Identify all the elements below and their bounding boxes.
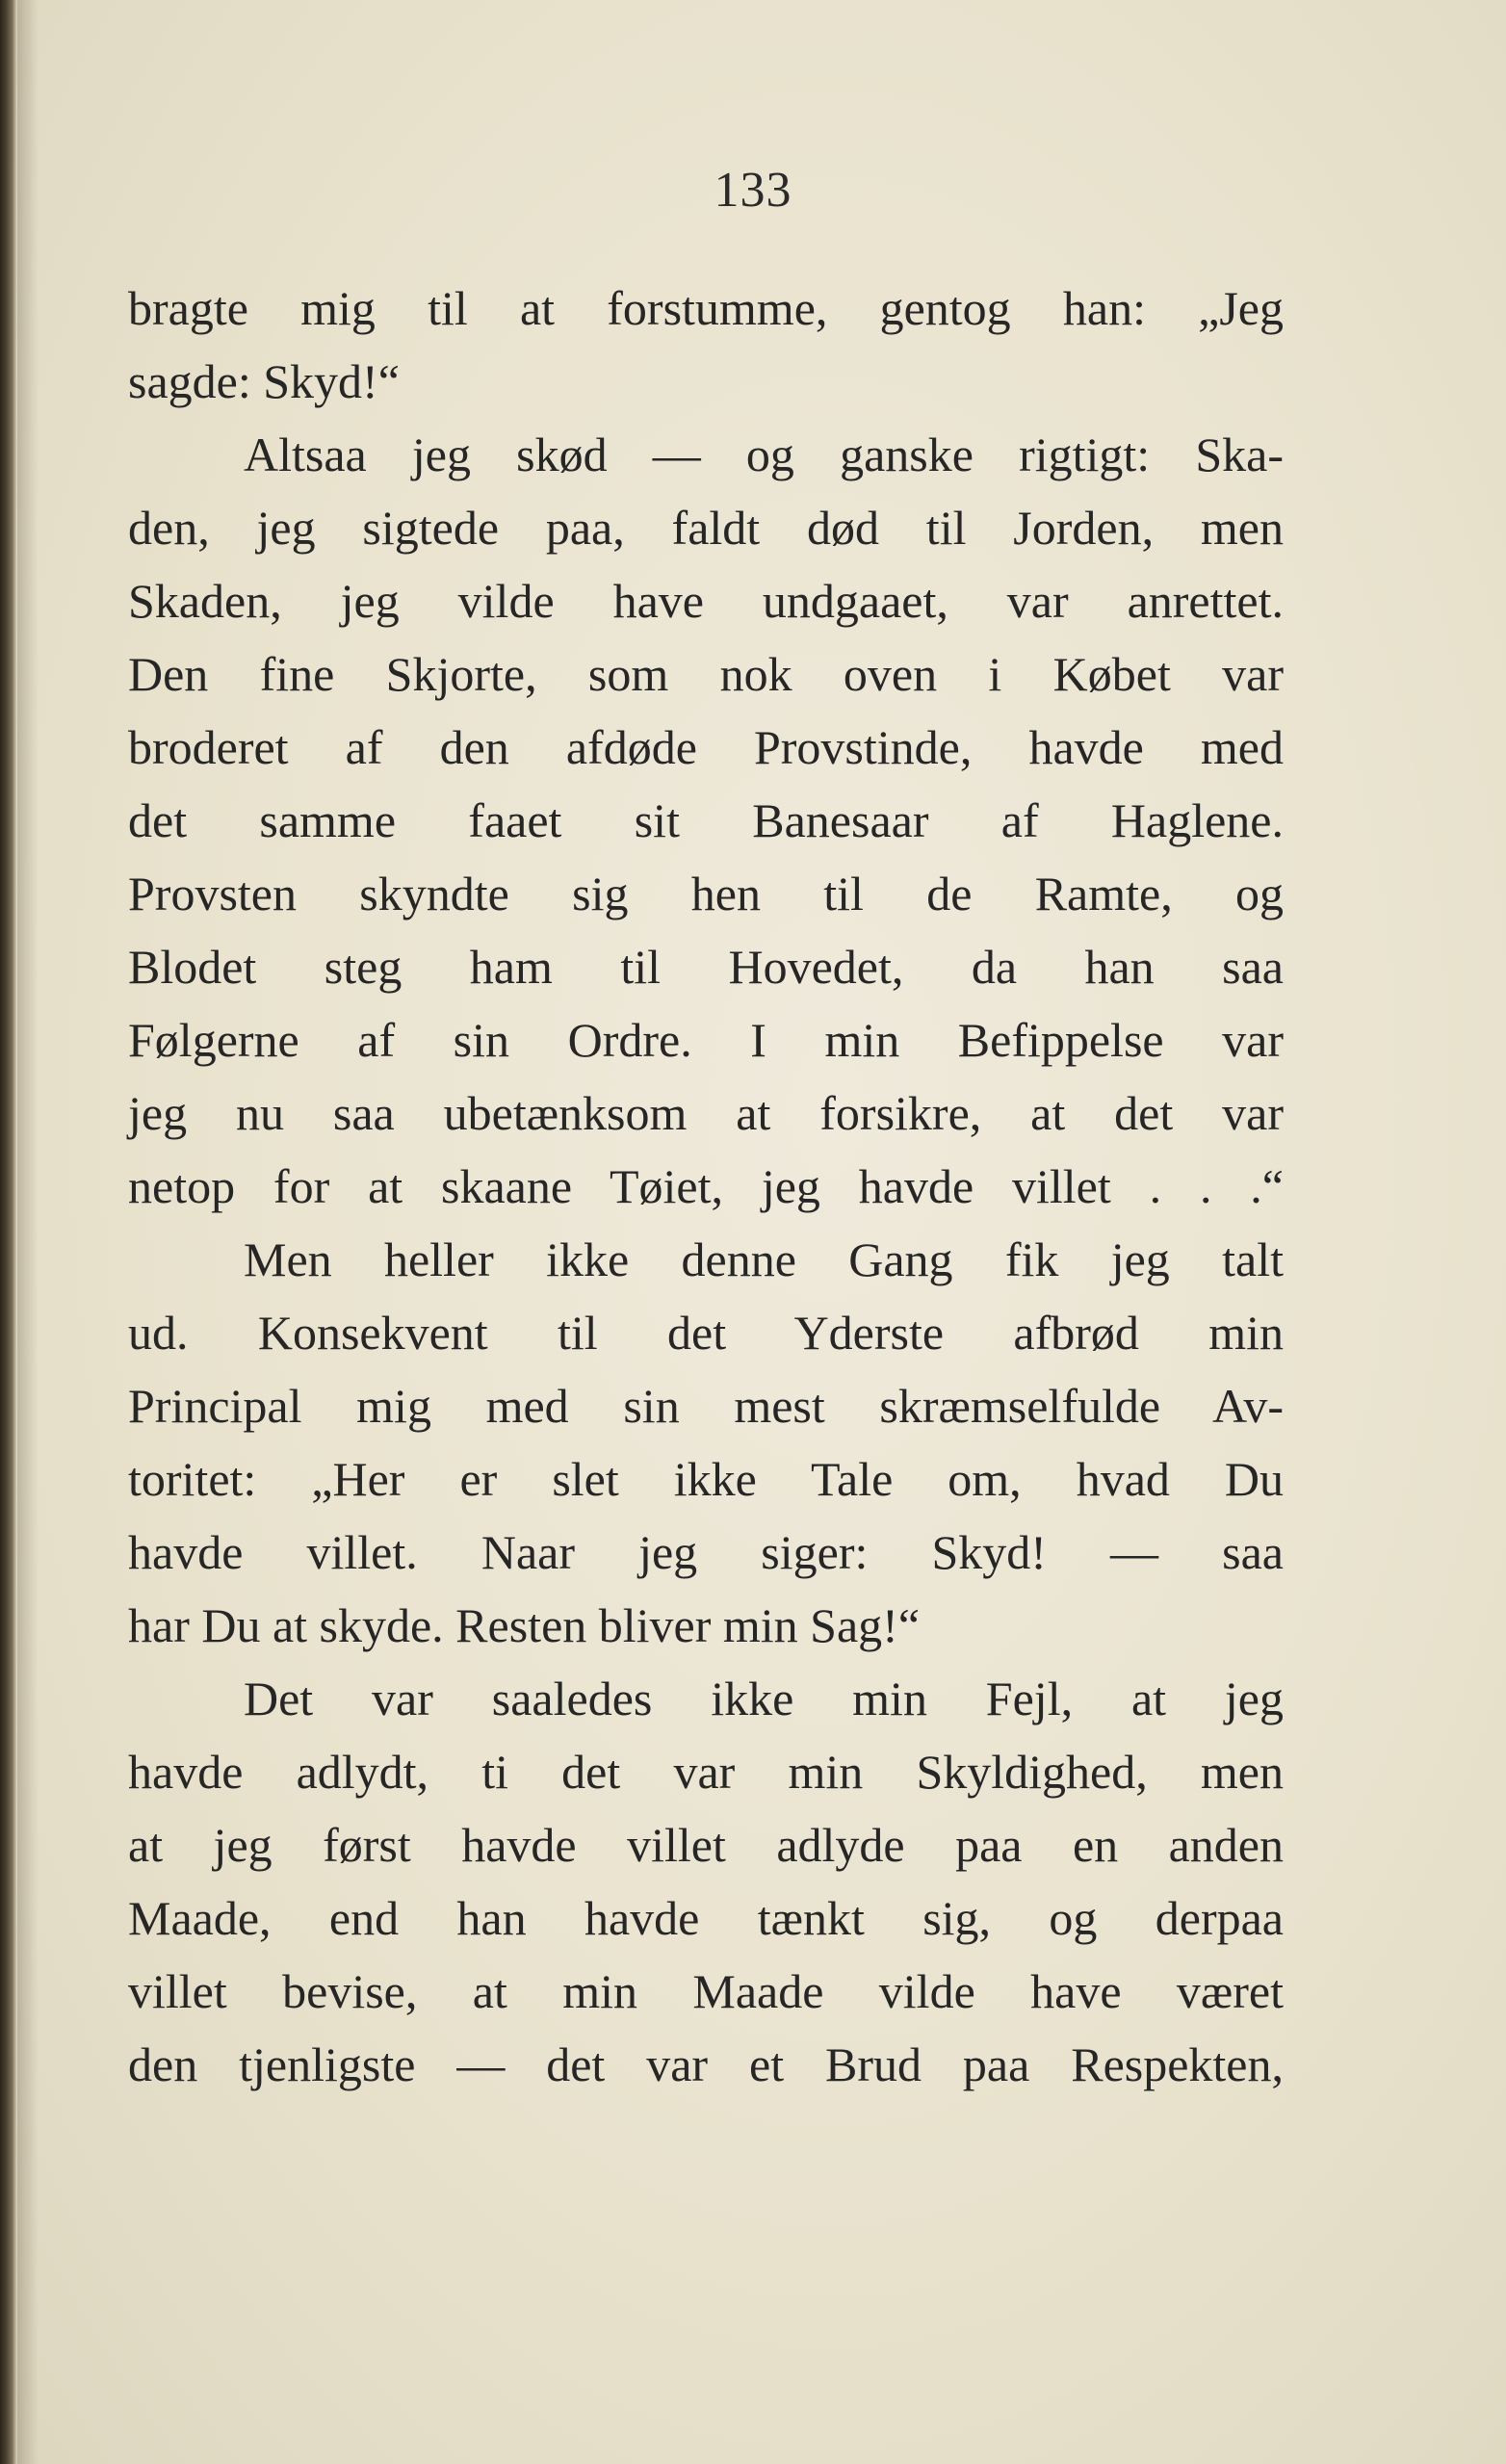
text-line: havde adlydt, ti det var min Skyldighed, men <box>128 1745 1284 1799</box>
text-line: netop for at skaane Tøiet, jeg havde villet . . .“ <box>128 1159 1284 1213</box>
text-line: Den fine Skjorte, som nok oven i Købet var <box>128 647 1284 701</box>
text-line: broderet af den afdøde Provstinde, havde med <box>128 720 1284 774</box>
text-line: Maade, end han havde tænkt sig, og derpaa <box>128 1891 1284 1945</box>
text-line: den tjenligste — det var et Brud paa Respekten, <box>128 2037 1284 2091</box>
text-line: toritet: „Her er slet ikke Tale om, hvad Du <box>128 1452 1284 1506</box>
text-line: Blodet steg ham til Hovedet, da han saa <box>128 940 1284 994</box>
text-line: villet bevise, at min Maade vilde have været <box>128 1964 1284 2018</box>
body-text <box>128 272 1284 2101</box>
binding-shadow <box>17 0 39 2464</box>
text-line: Principal mig med sin mest skræmselfulde Av- <box>128 1379 1284 1433</box>
text-line: havde villet. Naar jeg siger: Skyd! — saa <box>128 1525 1284 1579</box>
text-line: Det var saaledes ikke min Fejl, at jeg <box>244 1672 1284 1725</box>
text-line: det samme faaet sit Banesaar af Haglene. <box>128 793 1284 847</box>
book-binding-edge <box>0 0 17 2464</box>
text-line: ud. Konsekvent til det Yderste afbrød min <box>128 1306 1284 1360</box>
text-line: jeg nu saa ubetænksom at forsikre, at det var <box>128 1086 1284 1140</box>
text-line: Provsten skyndte sig hen til de Ramte, og <box>128 867 1284 921</box>
text-line: Skaden, jeg vilde have undgaaet, var anrettet. <box>128 574 1284 628</box>
text-line: Men heller ikke denne Gang fik jeg talt <box>244 1232 1284 1286</box>
text-line: bragte mig til at forstumme, gentog han: „Jeg <box>128 281 1284 335</box>
text-line: har Du at skyde. Resten bliver min Sag!“ <box>128 1598 921 1652</box>
text-line: at jeg først havde villet adlyde paa en anden <box>128 1818 1284 1872</box>
text-line: Altsaa jeg skød — og ganske rigtigt: Ska- <box>244 428 1284 481</box>
text-line: Følgerne af sin Ordre. I min Befippelse var <box>128 1013 1284 1067</box>
text-line: sagde: Skyd!“ <box>128 354 400 408</box>
page-number: 133 <box>714 163 792 218</box>
text-line: den, jeg sigtede paa, faldt død til Jorden, men <box>128 501 1284 555</box>
